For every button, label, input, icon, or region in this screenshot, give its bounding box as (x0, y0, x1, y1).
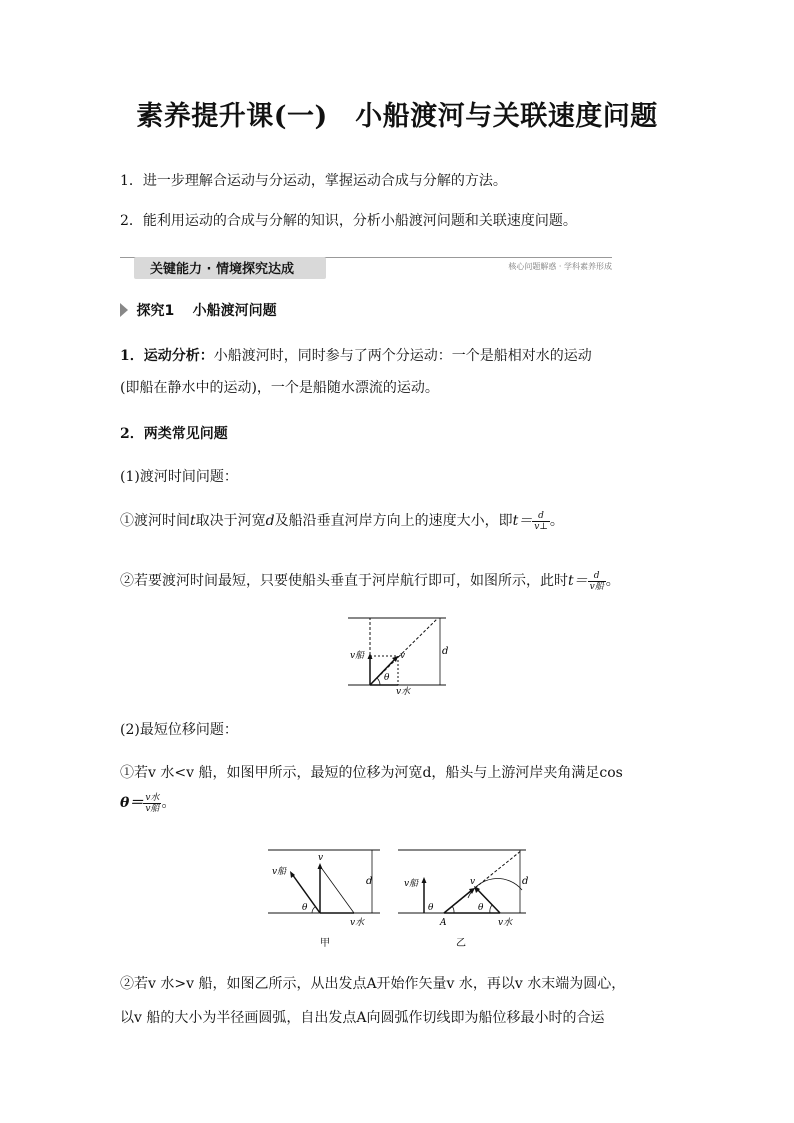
fig2-label-v: v (318, 853, 324, 863)
section-heading (120, 300, 277, 320)
text-fragment: 及船沿垂直河岸方向上的速度大小，即 (274, 513, 513, 529)
var-d: d (265, 513, 275, 529)
text-fragment: ②若要渡河时间最短，只要使船头垂直于河岸航行即可，如图所示，此时 (120, 573, 568, 589)
banner-label: 关键能力 · 情境探究达成 (150, 262, 294, 277)
crossing-time-rule2 (120, 570, 620, 592)
fraction (143, 793, 161, 814)
fig3-label-A: A (440, 918, 447, 928)
angle-arc (312, 907, 315, 913)
triangle-marker-icon (120, 303, 128, 317)
motion-analysis-line1 (120, 345, 592, 367)
figure-jia (264, 846, 384, 950)
v-resultant-arrow (444, 890, 472, 913)
fig3-label-vwater: v水 (498, 918, 513, 928)
fig1-label-v: v (400, 651, 406, 661)
text-fragment: 取决于河宽 (195, 513, 266, 529)
fig2-label-vboat: v船 (272, 867, 287, 877)
v-resultant-arrow (370, 658, 396, 685)
fraction (532, 511, 550, 532)
displacement-rule1-line2 (120, 792, 175, 814)
fig1-label-d: d (442, 646, 449, 657)
fig3-label-theta1: θ (428, 903, 434, 913)
fig2-label-vwater: v水 (350, 918, 365, 928)
motion-analysis-line2: (即船在静水中的运动)，一个是船随水漂流的运动。 (120, 380, 439, 396)
fig1-label-theta: θ (384, 673, 390, 683)
equation-lhs: θ＝ (120, 795, 144, 811)
fig1-label-vwater: v水 (396, 687, 411, 696)
fraction-numerator: d (593, 570, 600, 581)
fig2-label-d: d (366, 876, 373, 887)
displacement-heading: (2)最短位移问题： (120, 722, 238, 738)
text-fragment: ①渡河时间 (120, 513, 190, 529)
fraction-numerator: d (538, 510, 544, 521)
fig3-label-d: d (522, 876, 529, 887)
section-tag: 探究1 (136, 303, 175, 319)
objective-1: 1．进一步理解合运动与分运动，掌握运动合成与分解的方法。 (120, 173, 507, 189)
banner-right-text: 核心问题解惑 · 学科素养形成 (508, 262, 612, 271)
arrow-head-icon (422, 877, 427, 883)
motion-analysis-lead: 1．运动分析： (120, 348, 214, 364)
crossing-time-heading: (1)渡河时间问题： (120, 469, 238, 485)
triangle-side (320, 866, 354, 913)
crossing-time-rule1 (120, 510, 564, 532)
text-fragment: 。 (549, 513, 564, 529)
section-title: 小船渡河问题 (192, 303, 277, 319)
equation-lhs: t＝ (568, 573, 588, 589)
displacement-rule2-line1: ②若v 水>v 船，如图乙所示，从出发点A开始作矢量v 水，再以v 水末端为圆心， (120, 976, 626, 992)
fig2-caption: 甲 (320, 938, 330, 949)
fig1-label-vboat: v船 (350, 651, 365, 661)
two-types-heading: 2．两类常见问题 (120, 426, 228, 442)
fraction (588, 571, 606, 592)
text-fragment: 。 (605, 573, 620, 589)
figure-yi (396, 846, 532, 950)
angle-arc (452, 906, 454, 913)
equation-lhs: t＝ (512, 513, 533, 529)
displacement-rule1-line1: ①若v 水<v 船，如图甲所示，最短的位移为河宽d，船头与上游河岸夹角满足cos (120, 765, 623, 781)
section-banner (120, 254, 612, 278)
fig3-caption: 乙 (456, 938, 466, 949)
objective-2: 2．能利用运动的合成与分解的知识，分析小船渡河问题和关联速度问题。 (120, 213, 577, 229)
angle-arc (490, 905, 492, 913)
fraction-denominator: v船 (589, 581, 604, 592)
angle-arc (377, 678, 380, 685)
page-title: 素养提升课(一) 小船渡河与关联速度问题 (136, 101, 658, 132)
var-t: t (190, 513, 196, 529)
figure-shortest-time (340, 612, 456, 696)
motion-analysis-text1: 小船渡河时，同时参与了两个分运动：一个是船相对水的运动 (213, 348, 592, 364)
fig3-label-theta2: θ (478, 903, 484, 913)
fraction-denominator: v船 (145, 803, 160, 814)
fraction-denominator: v⊥ (534, 521, 548, 532)
fig2-label-theta: θ (302, 903, 308, 913)
text-fragment: 。 (161, 795, 176, 811)
fig3-label-vboat: v船 (404, 879, 419, 889)
fig3-label-v: v (470, 877, 476, 887)
displacement-rule2-line2: 以v 船的大小为半径画圆弧，自出发点A向圆弧作切线即为船位移最小时的合运 (120, 1010, 605, 1026)
fraction-numerator: v水 (145, 792, 160, 803)
